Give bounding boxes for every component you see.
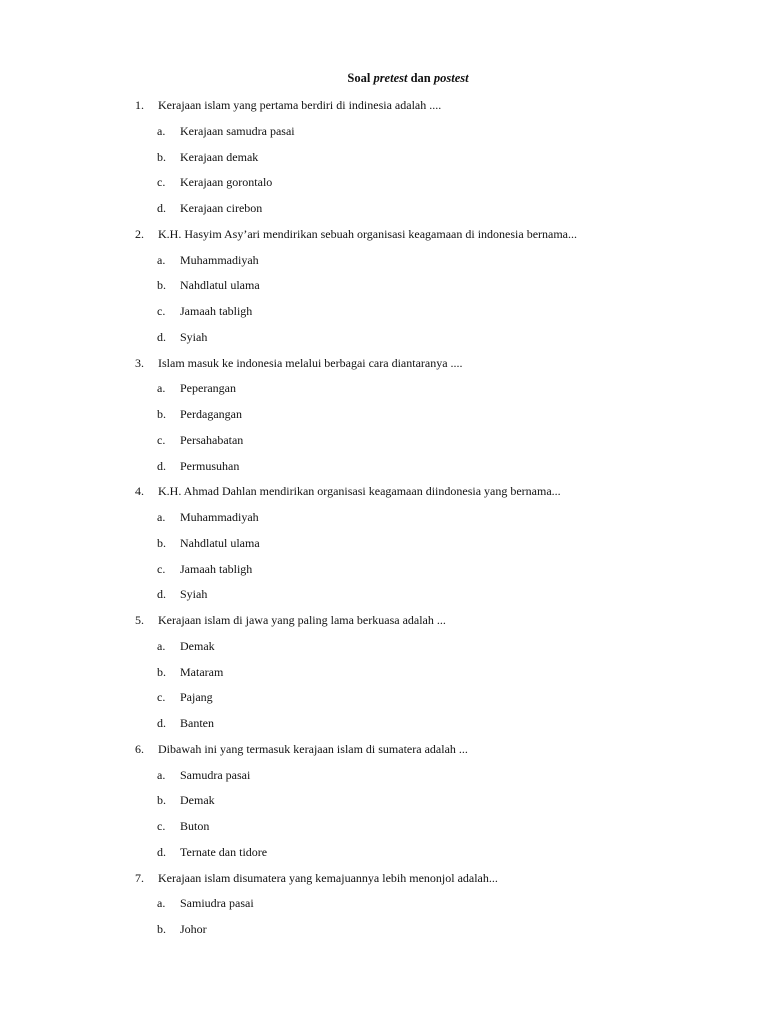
title-part-italic: postest <box>433 71 469 85</box>
option-text: Mataram <box>180 664 224 679</box>
option-text: Syiah <box>180 329 208 344</box>
option-letter: a. <box>157 638 166 653</box>
question-text: Kerajaan islam disumatera yang kemajuannya lebih menonjol adalah... <box>158 870 498 885</box>
option-letter: a. <box>157 510 166 524</box>
option-text: Ternate dan tidore <box>180 844 268 859</box>
option-text: Kerajaan samudra pasai <box>180 123 295 138</box>
option-text: Nahdlatul ulama <box>180 278 260 293</box>
option-letter: b. <box>157 793 166 808</box>
option-letter: c. <box>157 561 166 576</box>
option-text: Demak <box>180 638 215 653</box>
question-number: 4. <box>135 484 144 499</box>
option-text: Persahabatan <box>180 432 244 447</box>
question-text: Kerajaan islam di jawa yang paling lama berkuasa adalah ... <box>158 613 446 627</box>
title-part-italic: pretest <box>373 71 408 85</box>
option-text: Samudra pasai <box>180 767 251 782</box>
option-letter: a. <box>157 767 166 782</box>
option-letter: d. <box>157 458 166 473</box>
option-text: Samiudra pasai <box>180 896 254 911</box>
option-letter: a. <box>157 252 166 267</box>
option-text: Kerajaan demak <box>180 149 259 164</box>
option-letter: a. <box>157 123 166 138</box>
question-number: 2. <box>135 226 144 241</box>
question-number: 7. <box>135 870 144 885</box>
option-text: Nahdlatul ulama <box>180 535 260 550</box>
question-text: Islam masuk ke indonesia melalui berbagai cara diantaranya .... <box>158 355 463 370</box>
option-text: Buton <box>180 819 210 833</box>
option-letter: b. <box>157 407 166 421</box>
question-number: 6. <box>135 741 144 756</box>
option-text: Kerajaan cirebon <box>180 201 263 215</box>
option-letter: b. <box>157 922 166 936</box>
option-letter: b. <box>157 278 166 293</box>
option-letter: c. <box>157 304 166 318</box>
option-letter: a. <box>157 896 166 911</box>
option-text: Johor <box>180 922 207 936</box>
option-letter: d. <box>157 329 166 344</box>
option-text: Permusuhan <box>180 458 240 473</box>
option-letter: d. <box>157 587 166 602</box>
option-letter: c. <box>157 690 166 705</box>
option-letter: a. <box>157 381 166 396</box>
question-text: K.H. Ahmad Dahlan mendirikan organisasi keagamaan diindonesia yang bernama... <box>158 484 561 499</box>
option-letter: d. <box>157 844 166 859</box>
question-number: 1. <box>135 98 144 112</box>
document-title <box>0 71 768 86</box>
option-text: Muhammadiyah <box>180 510 259 524</box>
option-text: Banten <box>180 716 214 730</box>
option-letter: d. <box>157 201 166 215</box>
option-letter: d. <box>157 716 166 730</box>
question-number: 3. <box>135 355 144 370</box>
option-letter: b. <box>157 664 166 679</box>
option-text: Muhammadiyah <box>180 252 259 267</box>
option-text: Syiah <box>180 587 208 602</box>
option-text: Jamaah tabligh <box>180 304 253 318</box>
question-text: K.H. Hasyim Asy’ari mendirikan sebuah organisasi keagamaan di indonesia bernama... <box>158 226 577 241</box>
question-number: 5. <box>135 613 144 627</box>
option-letter: c. <box>157 432 166 447</box>
option-letter: c. <box>157 175 166 190</box>
title-part: Soal <box>347 71 374 85</box>
option-text: Demak <box>180 793 215 808</box>
option-letter: c. <box>157 819 166 833</box>
option-text: Jamaah tabligh <box>180 561 253 576</box>
option-letter: b. <box>157 149 166 164</box>
question-text: Kerajaan islam yang pertama berdiri di indinesia adalah .... <box>158 98 442 112</box>
title-part: dan <box>407 71 434 85</box>
option-letter: b. <box>157 535 166 550</box>
option-text: Peperangan <box>180 381 236 396</box>
question-text: Dibawah ini yang termasuk kerajaan islam di sumatera adalah ... <box>158 741 468 756</box>
option-text: Pajang <box>180 690 213 705</box>
option-text: Kerajaan gorontalo <box>180 175 273 190</box>
option-text: Perdagangan <box>180 407 242 421</box>
